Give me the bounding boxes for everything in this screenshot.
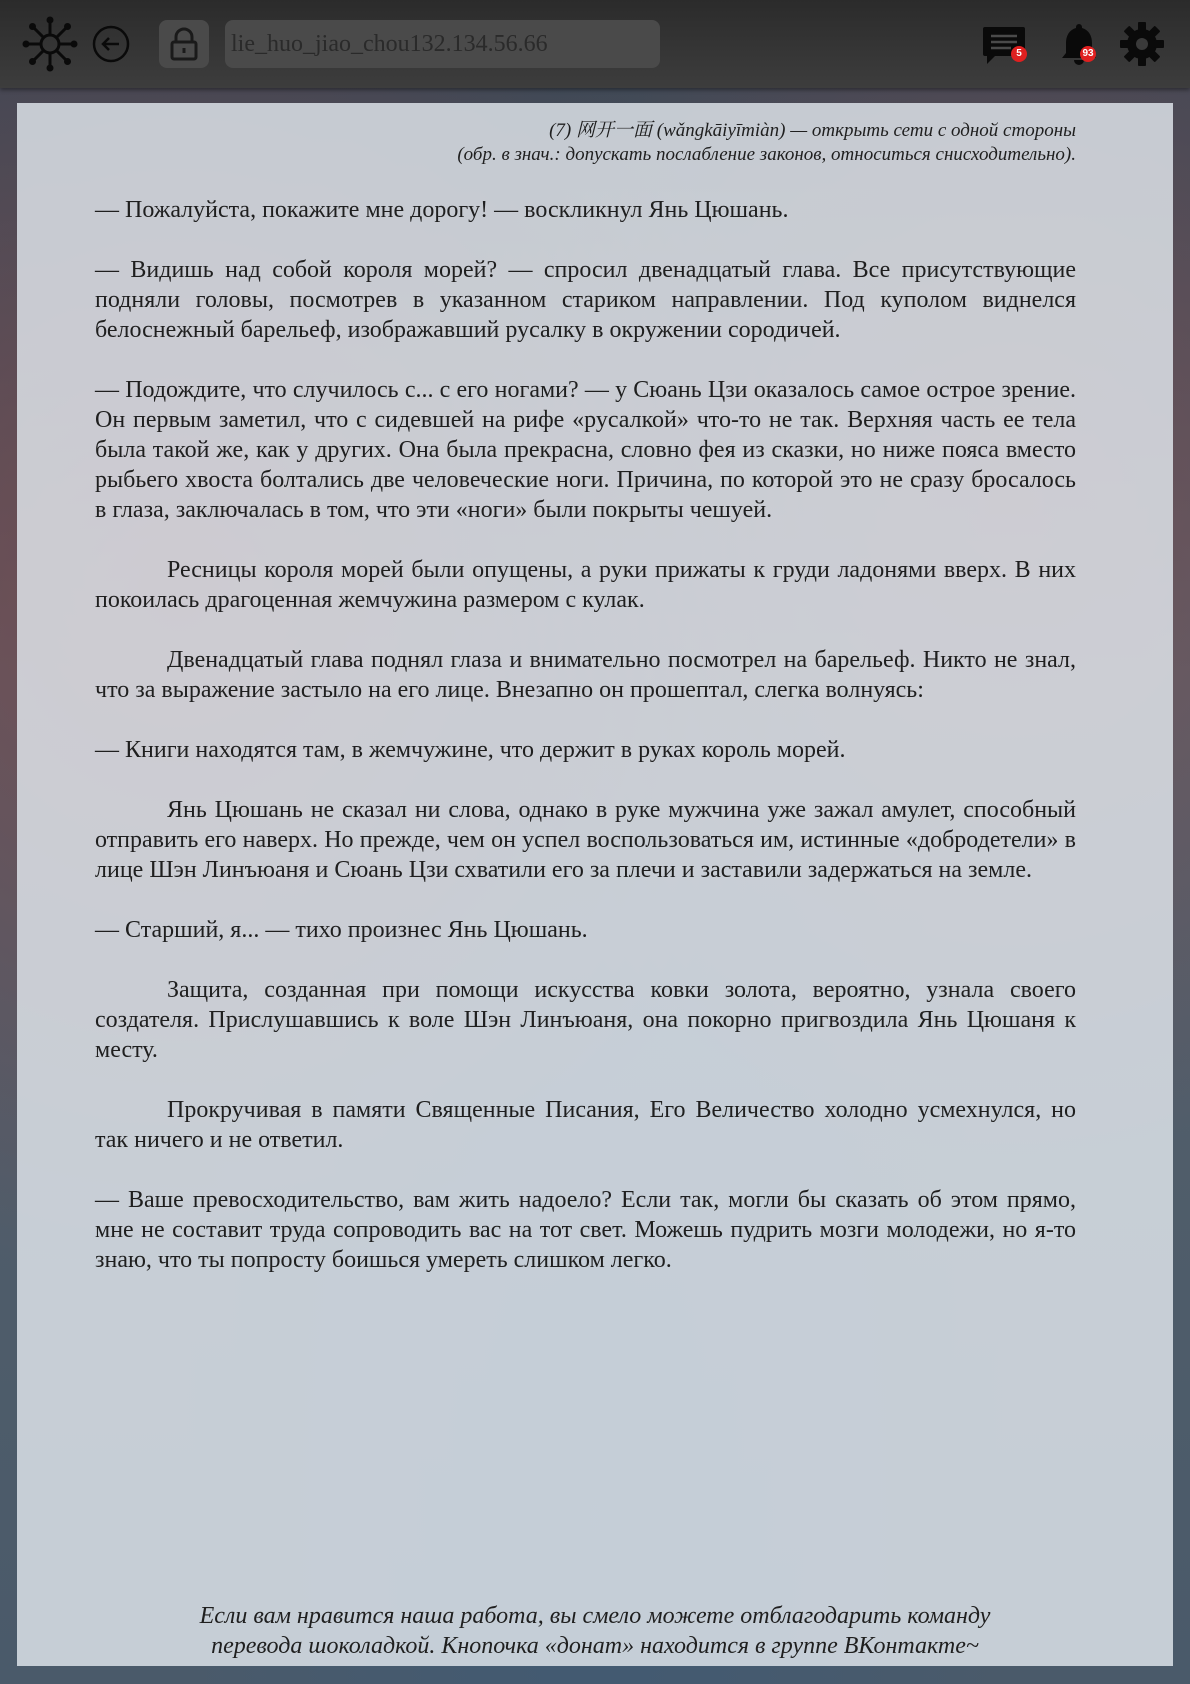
paragraph: Янь Цюшань не сказал ни слова, однако в руке мужчина уже зажал амулет, способный отправить его наверх. Но прежде, чем он успел воспользоваться им, истинные «добродетели» в лице Шэн Линъюаня и Сюань Цзи схватили его за плечи и заставили задержаться на земле. [95,797,1076,883]
paragraph: — Видишь над собой короля морей? — спросил двенадцатый глава. Все присутствующие подняли головы, посмотрев в указанном стариком направлении. Под куполом виднелся белоснежный барельеф, изображавший русалку в окружении сородичей. [95,257,1076,343]
paragraph: Защита, созданная при помощи искусства ковки золота, вероятно, узнала своего создателя. Прислушавшись к воле Шэн Линъюаня, она покорно пригвоздила Янь Цюшаня к месту. [95,977,1076,1063]
back-button[interactable] [91,24,131,64]
paragraph: — Пожалуйста, покажите мне дорогу! — воскликнул Янь Цюшань. [95,197,789,223]
settings-button[interactable] [1118,20,1166,68]
paragraph: — Книги находятся там, в жемчужине, что держит в руках король морей. [95,737,846,763]
notifications-button[interactable] [1056,20,1102,68]
closing-note [17,1601,1173,1661]
paragraph: — Подождите, что случилось с... с его ногами? — у Сюань Цзи оказалось самое острое зрение. Он первым заметил, что с сидевшей на рифе «русалкой» что-то не так. Верхняя часть ее тела была такой же, как у других. Она была прекрасна, словно фея из сказки, но ниже пояса вместо рыбьего хвоста болтались две человеческие ноги. Причина, по которой это не сразу бросалось в глаза, заключалась в том, что эти «ноги» были покрыты чешуей. [95,377,1076,523]
paragraph: — Старший, я... — тихо произнес Янь Цюшань. [95,917,588,943]
reader-page [17,103,1173,1666]
footnote-line: (7) 网开一面 (wǎngkāiyīmiàn) — открыть сети с одной стороны [549,120,1076,141]
paragraph: Прокручивая в памяти Священные Писания, Его Величество холодно усмехнулся, но так ничего и не ответил. [95,1097,1076,1153]
back-arrow-icon [91,24,131,64]
lock-button[interactable] [159,20,209,68]
top-toolbar [0,0,1190,88]
paragraph: Двенадцатый глава поднял глаза и внимательно посмотрел на барельеф. Никто не знал, что за выражение застыло на его лице. Внезапно он прошептал, слегка волнуясь: [95,647,1076,703]
footnote [95,119,1076,167]
chapter-text [95,195,1076,1305]
paragraph: — Ваше превосходительство, вам жить надоело? Если так, могли бы сказать об этом прямо, мне не составит труда сопроводить вас на тот свет. Можешь пудрить мозги молодежи, но я-то знаю, что ты попросту боишься умереть слишком легко. [95,1187,1076,1273]
address-input[interactable]: lie_huo_jiao_chou132.134.56.66 [225,20,660,68]
gear-icon [1119,21,1165,67]
hub-network-icon[interactable] [22,16,78,72]
closing-line: Если вам нравится наша работа, вы смело можете отблагодарить команду [199,1603,991,1629]
notifications-count-badge: 93 [1080,46,1096,62]
footnote-line: (обр. в знач.: допускать послабление законов, относиться снисходительно). [457,144,1076,165]
closing-line: перевода шоколадкой. Кнопочка «донат» находится в группе ВКонтакте~ [211,1633,979,1659]
messages-count-badge: 5 [1011,46,1027,62]
paragraph: Ресницы короля морей были опущены, а руки прижаты к груди ладонями вверх. В них покоилась драгоценная жемчужина размером с кулак. [95,557,1076,613]
lock-icon [167,26,201,62]
